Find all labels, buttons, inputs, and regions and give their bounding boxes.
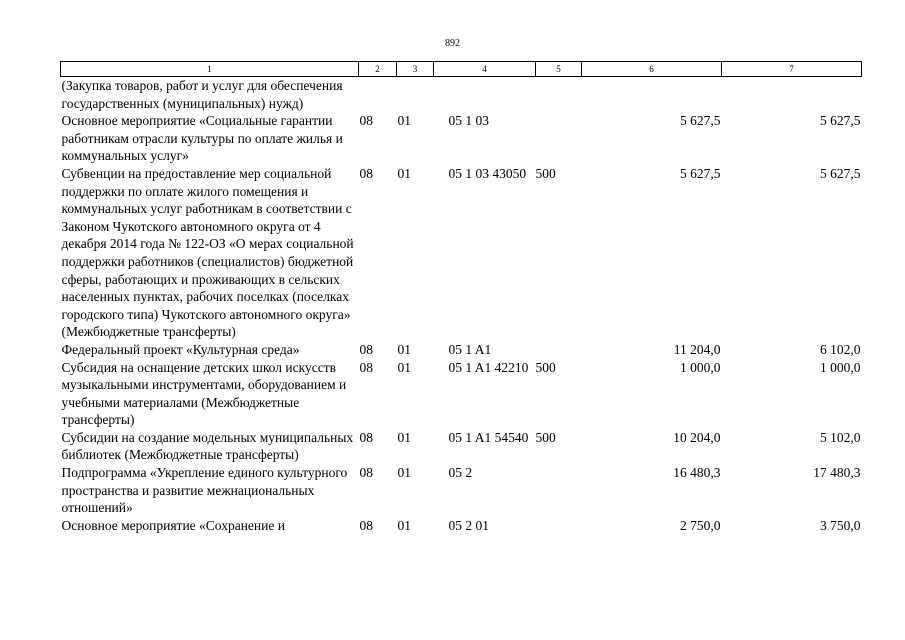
row-name: (Закупка товаров, работ и услуг для обеспечения государственных (муниципальных) нужд): [61, 78, 343, 111]
header-col-name: 1: [61, 62, 359, 77]
row-section: 08: [359, 517, 373, 533]
row-target-article: 05 1 A1 54540: [448, 429, 529, 445]
row-subsection: 01: [397, 465, 411, 481]
row-amount-1: 16 480,3: [673, 465, 721, 481]
row-amount-2: 3 750,0: [820, 517, 861, 533]
row-name: Федеральный проект «Культурная среда»: [61, 341, 300, 357]
row-expense-type: [536, 341, 582, 359]
row-amount-2: 5 102,0: [820, 429, 861, 445]
row-amount-1: 10 204,0: [673, 429, 721, 445]
row-target-article: 05 1 A1 42210: [448, 359, 529, 375]
row-expense-type: 500: [535, 165, 556, 181]
row-section: [359, 77, 397, 113]
row-section: 08: [359, 113, 373, 129]
row-amount-1: 2 750,0: [680, 517, 721, 533]
row-subsection: 01: [397, 341, 411, 357]
header-col-amount-1: 6: [582, 62, 722, 77]
row-expense-type: 500: [535, 359, 556, 375]
row-subsection: 01: [397, 429, 411, 445]
row-section: 08: [359, 359, 373, 375]
row-expense-type: 500: [535, 429, 556, 445]
row-amount-2: 5 627,5: [820, 165, 861, 181]
row-subsection: 01: [397, 517, 411, 533]
row-section: 08: [359, 465, 373, 481]
table-row: [61, 517, 862, 535]
row-name: Субвенции на предоставление мер социальной поддержки по оплате жилого помещения и коммунальных услуг работникам в соответствии с Законом Чукотского автономного округа от 4 декабря 2014 года № 122-ОЗ «О мерах социальной поддержки работников (специалистов) бюджетной сферы, работающих и проживающих в сельских населенных пунктах, рабочих поселках (поселках городского типа) Чукотского автономного округа» (Межбюджетные трансферты): [61, 165, 354, 340]
page-number: 892: [445, 38, 460, 49]
table-row: [61, 464, 862, 517]
row-target-article: 05 1 03: [448, 113, 489, 129]
row-amount-1: 11 204,0: [673, 341, 721, 357]
row-section: 08: [359, 341, 373, 357]
table-row: [61, 359, 862, 429]
row-name: Субсидии на создание модельных муниципальных библиотек (Межбюджетные трансферты): [61, 429, 354, 463]
header-col-target-article: 4: [434, 62, 536, 77]
row-amount-1: 5 627,5: [680, 165, 721, 181]
table-row: [61, 112, 862, 165]
header-col-amount-2: 7: [722, 62, 862, 77]
table-row: [61, 165, 862, 341]
row-expense-type: [536, 112, 582, 165]
table-row: [61, 341, 862, 359]
budget-table: [60, 61, 862, 534]
row-amount-2: 17 480,3: [813, 465, 861, 481]
row-amount-2: 5 627,5: [820, 113, 861, 129]
row-expense-type: [536, 464, 582, 517]
header-col-subsection: 3: [397, 62, 434, 77]
row-amount-2: 1 000,0: [820, 359, 861, 375]
header-col-section: 2: [359, 62, 397, 77]
row-subsection: [397, 77, 434, 113]
row-amount-1: [582, 77, 722, 113]
header-col-expense-type: 5: [536, 62, 582, 77]
row-target-article: 05 1 A1: [448, 341, 492, 357]
row-name: Основное мероприятие «Социальные гарантии работникам отрасли культуры по оплате жилья и коммунальных услуг»: [61, 113, 343, 164]
row-amount-1: 5 627,5: [680, 113, 721, 129]
table-header-row: [61, 62, 862, 77]
row-expense-type: [536, 77, 582, 113]
table-row: [61, 429, 862, 464]
row-amount-2: [722, 77, 862, 113]
row-section: 08: [359, 429, 373, 445]
row-target-article: 05 2: [448, 465, 473, 481]
row-name: Подпрограмма «Укрепление единого культурного пространства и развитие межнациональных отношений»: [61, 465, 348, 516]
row-expense-type: [536, 517, 582, 535]
table-row: [61, 77, 862, 113]
row-name: Субсидия на оснащение детских школ искусств музыкальными инструментами, оборудованием и учебными материалами (Межбюджетные трансферты): [61, 359, 347, 428]
row-subsection: 01: [397, 359, 411, 375]
row-subsection: 01: [397, 165, 411, 181]
row-name: Основное мероприятие «Сохранение и: [61, 517, 285, 533]
row-section: 08: [359, 165, 373, 181]
row-amount-2: 6 102,0: [820, 341, 861, 357]
row-amount-1: 1 000,0: [680, 359, 721, 375]
row-target-article: 05 1 03 43050: [448, 165, 527, 181]
row-target-article: [434, 77, 536, 113]
row-target-article: 05 2 01: [448, 517, 489, 533]
row-subsection: 01: [397, 113, 411, 129]
